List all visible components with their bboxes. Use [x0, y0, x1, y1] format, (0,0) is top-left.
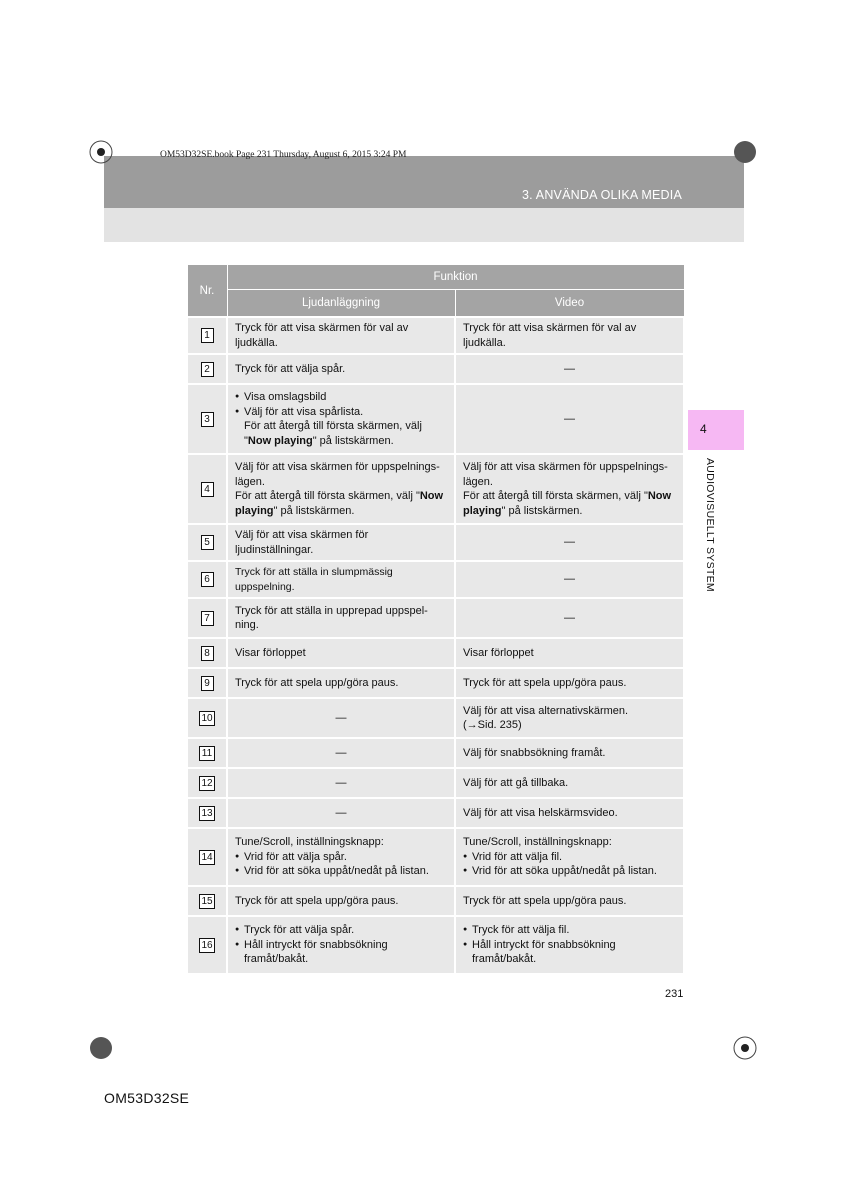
row-number: 1 — [201, 328, 214, 343]
row-number: 12 — [199, 776, 215, 791]
table-row — [187, 454, 684, 524]
audio-cell: — — [227, 768, 455, 798]
table-row — [187, 598, 684, 638]
list-item: ● Vrid för att söka uppåt/nedåt på listan. — [463, 864, 676, 879]
header-nr: Nr. — [187, 265, 227, 318]
page-reference: (→Sid. 235) — [463, 719, 522, 731]
registration-mark-icon — [733, 1036, 757, 1060]
section-title: 3. ANVÄNDA OLIKA MEDIA — [521, 188, 682, 202]
video-cell: Tryck för att spela upp/göra paus. — [455, 886, 684, 916]
row-number: 8 — [201, 646, 214, 661]
chapter-label: AUDIOVISUELLT SYSTEM — [704, 458, 716, 592]
table-row — [187, 384, 684, 454]
row-number: 15 — [199, 894, 215, 909]
list-item: ● Välj för att visa spårlista. — [235, 405, 447, 420]
row-number: 3 — [201, 412, 214, 427]
registration-mark-icon — [733, 140, 757, 164]
table-row — [187, 317, 684, 354]
video-cell: — — [455, 598, 684, 638]
row-number: 4 — [201, 482, 214, 497]
video-cell: Tryck för att visa skärmen för val av ljudkälla. — [455, 317, 684, 354]
audio-cell: Välj för att visa skärmen för ljudinställningar. — [227, 524, 455, 561]
row-number: 5 — [201, 535, 214, 550]
table-row — [187, 738, 684, 768]
video-cell: Välj för att visa helskärmsvideo. — [455, 798, 684, 828]
document-code: OM53D32SE — [104, 1090, 190, 1106]
table-row — [187, 798, 684, 828]
row-number: 2 — [201, 362, 214, 377]
row-number: 13 — [199, 806, 215, 821]
row-number: 14 — [199, 850, 215, 865]
list-item: ● Vrid för att söka uppåt/nedåt på listan. — [235, 864, 447, 879]
row-number: 6 — [201, 572, 214, 587]
video-cell: Välj för att visa skärmen för uppspelnings-lägen. För att återgå till första skärmen, välj "Now playing" på listskärmen. — [455, 454, 684, 524]
video-cell: Välj för att visa alternativskärmen. (→Sid. 235) — [455, 698, 684, 738]
video-cell: Tune/Scroll, inställningsknapp: ● Vrid för att välja fil. ● Vrid för att söka uppåt/nedåt på listan. — [455, 828, 684, 886]
audio-cell: Tune/Scroll, inställningsknapp: ● Vrid för att välja spår. ● Vrid för att söka uppåt/nedåt på listan. — [227, 828, 455, 886]
table-row — [187, 886, 684, 916]
list-item: ● Håll intryckt för snabbsökning framåt/bakåt. — [235, 938, 447, 967]
list-item: ● Tryck för att välja fil. — [463, 923, 676, 938]
print-info: OM53D32SE.book Page 231 Thursday, August 6, 2015 3:24 PM — [160, 150, 407, 160]
note: För att återgå till första skärmen, välj "Now playing" på listskärmen. — [235, 490, 444, 517]
video-cell: Välj för att gå tillbaka. — [455, 768, 684, 798]
note: För att återgå till första skärmen, välj "Now playing" på listskärmen. — [463, 490, 672, 517]
video-cell: — — [455, 524, 684, 561]
video-cell: — — [455, 384, 684, 454]
audio-cell: Visar förloppet — [227, 638, 455, 668]
table-row — [187, 524, 684, 561]
table-row — [187, 561, 684, 598]
chapter-number: 4 — [700, 422, 707, 436]
table-row — [187, 668, 684, 698]
row-number: 10 — [199, 711, 215, 726]
row-number: 9 — [201, 676, 214, 691]
audio-cell: — — [227, 698, 455, 738]
table-row — [187, 638, 684, 668]
row-number: 7 — [201, 611, 214, 626]
row-number: 11 — [199, 746, 215, 761]
table-row — [187, 828, 684, 886]
table-row — [187, 698, 684, 738]
row-number: 16 — [199, 938, 215, 953]
list-item: ● Tryck för att välja spår. — [235, 923, 447, 938]
audio-cell: — — [227, 798, 455, 828]
audio-cell: Tryck för att ställa in upprepad uppspel-ning. — [227, 598, 455, 638]
video-cell — [455, 916, 684, 974]
audio-cell: Tryck för att välja spår. — [227, 354, 455, 384]
list-item: ● Vrid för att välja fil. — [463, 850, 676, 865]
table-row — [187, 916, 684, 974]
header-audio: Ljudanläggning — [227, 290, 455, 318]
audio-cell — [227, 384, 455, 454]
audio-cell: Välj för att visa skärmen för uppspelnings-lägen. För att återgå till första skärmen, välj "Now playing" på listskärmen. — [227, 454, 455, 524]
audio-cell: Tryck för att spela upp/göra paus. — [227, 668, 455, 698]
function-table — [186, 264, 685, 975]
audio-cell: — — [227, 738, 455, 768]
audio-cell: Tryck för att visa skärmen för val av ljudkälla. — [227, 317, 455, 354]
registration-mark-icon — [89, 1036, 113, 1060]
list-item: ● Visa omslagsbild — [235, 390, 447, 405]
video-cell: — — [455, 561, 684, 598]
list-item: ● Vrid för att välja spår. — [235, 850, 447, 865]
video-cell: Tryck för att spela upp/göra paus. — [455, 668, 684, 698]
chapter-tab — [688, 410, 744, 450]
note: För att återgå till första skärmen, välj "Now playing" på listskärmen. — [244, 420, 422, 447]
header-function: Funktion — [227, 265, 684, 290]
audio-cell — [227, 916, 455, 974]
audio-cell: Tryck för att ställa in slumpmässig uppspelning. — [227, 561, 455, 598]
registration-mark-icon — [89, 140, 113, 164]
header-video: Video — [455, 290, 684, 318]
page-number: 231 — [665, 988, 684, 1000]
video-cell: — — [455, 354, 684, 384]
list-item: ● Håll intryckt för snabbsökning framåt/bakåt. — [463, 938, 676, 967]
header-subband — [104, 208, 744, 242]
video-cell: Välj för snabbsökning framåt. — [455, 738, 684, 768]
table-row — [187, 768, 684, 798]
video-cell: Visar förloppet — [455, 638, 684, 668]
table-row — [187, 354, 684, 384]
audio-cell: Tryck för att spela upp/göra paus. — [227, 886, 455, 916]
